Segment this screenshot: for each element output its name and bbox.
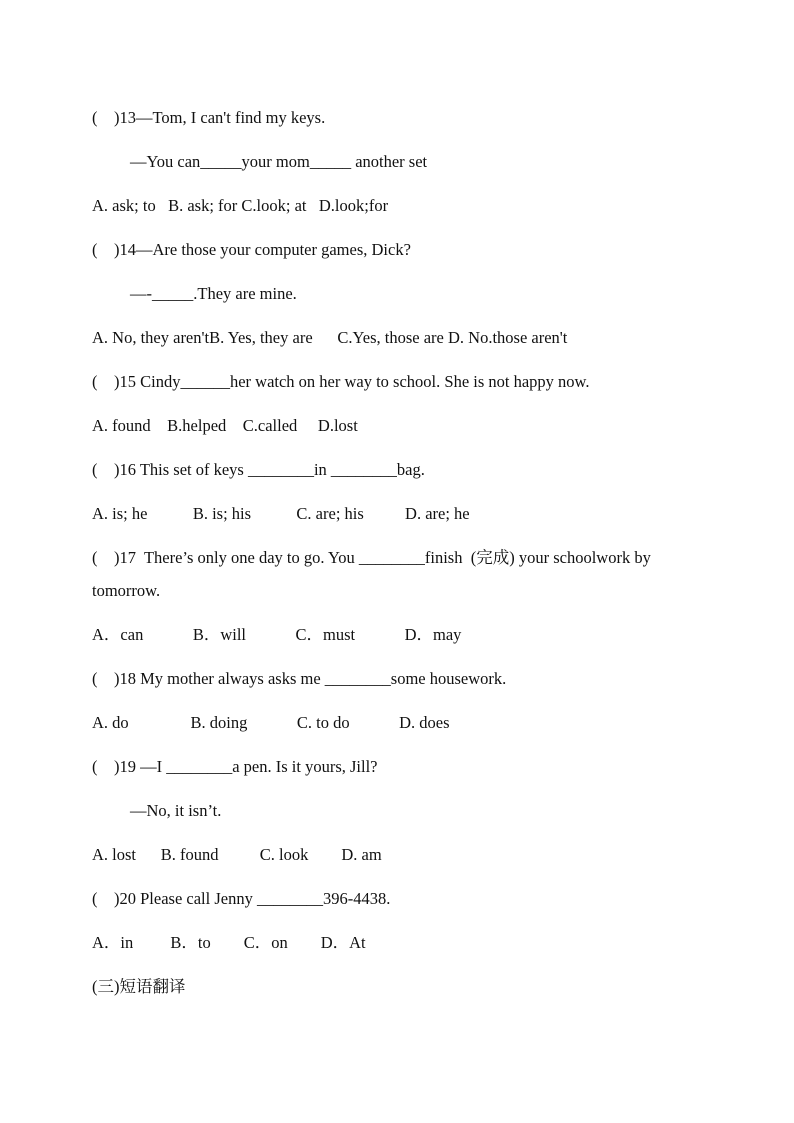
question-13-reply: —You can_____your mom_____ another set bbox=[130, 152, 428, 171]
question-20-stem: ( )20 Please call Jenny ________396-4438. bbox=[92, 889, 391, 908]
question-19-options: A. lost B. found C. look D. am bbox=[92, 845, 382, 864]
question-13-stem: ( )13—Tom, I can't find my keys. bbox=[92, 108, 326, 127]
question-16-options: A. is; he B. is; his C. are; his D. are; he bbox=[92, 504, 470, 523]
question-15-options: A. found B.helped C.called D.lost bbox=[92, 416, 358, 435]
question-20-options: A．in B．to C．on D．At bbox=[92, 933, 366, 952]
question-15-stem: ( )15 Cindy______her watch on her way to school. She is not happy now. bbox=[92, 372, 590, 391]
question-18-stem: ( )18 My mother always asks me ________some housework. bbox=[92, 669, 507, 688]
question-19-reply: —No, it isn’t. bbox=[130, 801, 222, 820]
question-18-options: A. do B. doing C. to do D. does bbox=[92, 713, 450, 732]
question-14-stem: ( )14—Are those your computer games, Dick? bbox=[92, 240, 411, 259]
question-17-stem: ( )17 There’s only one day to go. You ________finish (完成) your schoolwork by bbox=[92, 548, 651, 567]
question-14-options: A. No, they aren'tB. Yes, they are C.Yes, those are D. No.those aren't bbox=[92, 328, 568, 347]
question-17-options: A．can B．will C．must D．may bbox=[92, 625, 462, 644]
question-19-stem: ( )19 —I ________a pen. Is it yours, Jill? bbox=[92, 757, 378, 776]
question-16-stem: ( )16 This set of keys ________in ________bag. bbox=[92, 460, 425, 479]
question-14-reply: —-_____.They are mine. bbox=[130, 284, 297, 303]
section-heading: (三)短语翻译 bbox=[92, 977, 186, 996]
question-17-stem-continued: tomorrow. bbox=[92, 581, 161, 600]
question-13-options: A. ask; to B. ask; for C.look; at D.look;for bbox=[92, 196, 389, 215]
